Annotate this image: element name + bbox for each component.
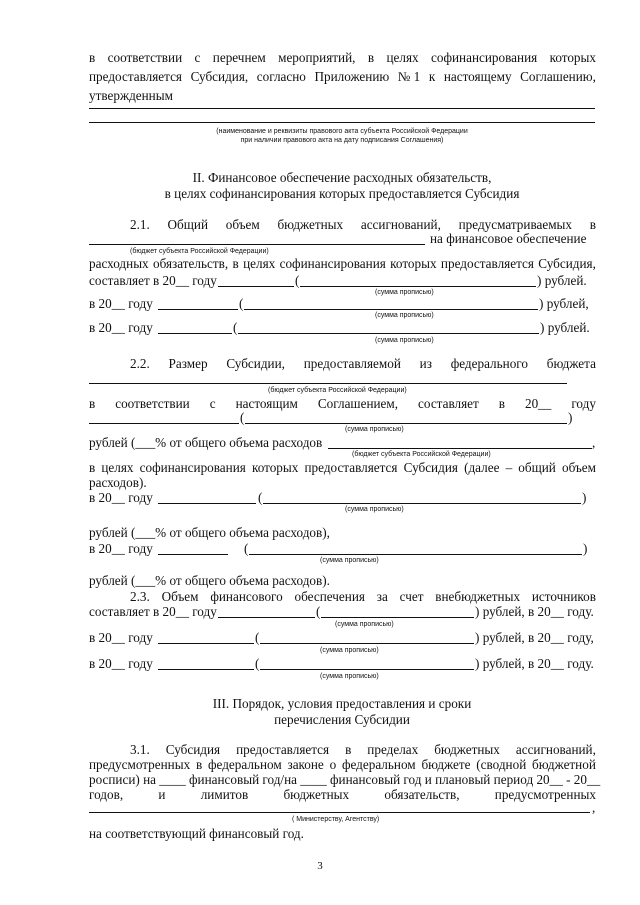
close-paren: ) <box>582 490 587 505</box>
clause-2-2-row-1-tail: рублей (___% от общего объема расходов), <box>89 525 330 540</box>
word: в <box>498 396 505 411</box>
clause-2-1-line-4-close: ) рублей. <box>537 273 587 288</box>
word: Общий <box>167 217 209 232</box>
budget-caption: (бюджет субъекта Российской Федерации) <box>130 248 269 255</box>
section-3-heading-1: III. Порядок, условия предоставления и сроки <box>212 696 472 711</box>
word: предусматриваемых <box>458 217 573 232</box>
legal-act-caption-2: при наличии правового акта на дату подписания Соглашения) <box>240 137 444 144</box>
word: целях <box>243 256 276 271</box>
word: 3.1. <box>130 742 150 757</box>
clause-2-1-row-3-prefix: в 20__ году <box>89 320 153 335</box>
word: бюджетных <box>283 787 350 802</box>
blank-line <box>218 286 294 287</box>
word: Субсидия, <box>190 69 249 84</box>
clause-3-1-line-3: росписи) на ____ финансовый год/на ____ финансовый год и плановый период 20__ - 20__ <box>89 772 601 787</box>
blank-line <box>158 309 238 310</box>
word: с <box>194 50 201 65</box>
word: в <box>195 757 203 772</box>
clause-2-1-line-2-tail: на финансовое обеспечение <box>430 231 587 246</box>
clause-3-1-line-4 <box>89 787 596 803</box>
word: Соглашением, <box>317 396 399 411</box>
word: предоставляется <box>89 69 182 84</box>
blank-line <box>321 617 474 618</box>
legal-act-caption-1: (наименование и реквизиты правового акта субъекта Российской Федерации <box>216 128 468 135</box>
word: предоставляется <box>304 460 398 475</box>
blank-line <box>238 333 539 334</box>
sum-caption: (сумма прописью) <box>345 426 404 433</box>
word: предоставляемой <box>303 356 401 371</box>
word: расходных <box>89 256 149 271</box>
blank-line <box>300 286 536 287</box>
word: № 1 <box>397 69 421 84</box>
word: согласно <box>256 69 306 84</box>
blank-line <box>89 812 590 813</box>
clause-2-3-row-2-close: ) рублей, в 20__ году, <box>475 630 594 645</box>
word: (далее <box>464 460 500 475</box>
sum-caption: (сумма прописью) <box>335 621 394 628</box>
word: софинансирования <box>279 256 386 271</box>
open-paren: ( <box>316 604 321 619</box>
word: счет <box>399 589 424 604</box>
word: 2.2. <box>130 356 150 371</box>
word: Субсидия <box>403 460 458 475</box>
clause-2-1-row-3-close: ) рублей. <box>540 320 590 335</box>
clause-2-2-line-1 <box>130 356 596 372</box>
sum-caption: (сумма прописью) <box>320 647 379 654</box>
word: настоящему <box>443 69 512 84</box>
word: федерального <box>450 356 528 371</box>
word: объем <box>225 217 260 232</box>
word: 2.1. <box>130 217 150 232</box>
word: в <box>89 50 96 65</box>
word: целях <box>101 460 134 475</box>
word: ассигнований, <box>515 742 596 757</box>
word: финансового <box>210 589 283 604</box>
clause-2-2-row-2-tail: рублей (___% от общего объема расходов). <box>89 573 330 588</box>
word: софинансирования <box>431 50 538 65</box>
clause-2-1-line-4-prefix: составляет в 20__ году <box>89 273 217 288</box>
word: бюджета <box>546 356 596 371</box>
word: из <box>419 356 432 371</box>
word: – <box>505 460 513 475</box>
blank-line <box>89 108 595 109</box>
clause-3-1-line-6: на соответствующий финансовый год. <box>89 826 304 841</box>
word: в <box>589 217 596 232</box>
blank-line <box>89 122 595 123</box>
clause-2-3-row-2-prefix: в 20__ году <box>89 630 153 645</box>
blank-line <box>158 503 256 504</box>
clause-2-1-row-2-prefix: в 20__ году <box>89 296 153 311</box>
word: предусмотренных <box>494 787 596 802</box>
sum-caption: (сумма прописью) <box>375 337 434 344</box>
open-paren: ( <box>240 410 245 425</box>
word: бюджетных <box>277 217 344 232</box>
word: году <box>571 396 596 411</box>
blank-line <box>158 643 254 644</box>
word: Соглашению, <box>520 69 596 84</box>
clause-2-3-row-3-prefix: в 20__ году <box>89 656 153 671</box>
blank-line <box>260 669 474 670</box>
word: законе <box>287 757 324 772</box>
intro-line-2 <box>89 69 596 85</box>
clause-2-2-line-6: расходов). <box>89 475 147 490</box>
word: к <box>428 69 436 84</box>
blank-line <box>158 554 228 555</box>
word: софинансирования <box>139 460 246 475</box>
section-2-heading-2: в целях софинансирования которых предоставляется Субсидия <box>164 186 520 201</box>
word: федеральном <box>341 757 416 772</box>
open-paren: ( <box>255 656 260 671</box>
budget-caption: (бюджет субъекта Российской Федерации) <box>268 387 407 394</box>
clause-2-2-line-4-prefix: рублей (___% от общего объема расходов <box>89 435 323 450</box>
open-paren: ( <box>244 541 249 556</box>
blank-line <box>158 333 232 334</box>
word: с <box>209 396 216 411</box>
open-paren: ( <box>258 490 263 505</box>
clause-2-3-row-3-close: ) рублей, в 20__ году. <box>475 656 594 671</box>
word: 20__ <box>524 396 552 411</box>
word: (сводной <box>476 757 527 772</box>
blank-line <box>260 643 474 644</box>
word: составляет <box>418 396 479 411</box>
clause-2-1-line-3 <box>89 256 596 272</box>
word: Размер <box>168 356 208 371</box>
word: предоставляется <box>236 742 330 757</box>
word: которых <box>549 50 596 65</box>
word: в <box>367 50 375 65</box>
clause-2-2-line-5 <box>89 460 596 476</box>
word: перечнем <box>212 50 266 65</box>
blank-line <box>245 423 567 424</box>
open-paren: ( <box>233 320 238 335</box>
intro-line-3: утвержденным <box>89 88 173 103</box>
word: в <box>89 396 96 411</box>
word: бюджетной <box>532 757 596 772</box>
blank-line <box>263 503 581 504</box>
word: в <box>232 256 239 271</box>
clause-2-3-line-1 <box>130 589 596 605</box>
word: соответствии <box>107 50 183 65</box>
word: Субсидия, <box>538 256 596 271</box>
clause-2-3-line-2-prefix: составляет в 20__ году <box>89 604 217 619</box>
word: о <box>329 757 337 772</box>
section-3-heading-2: перечисления Субсидии <box>274 712 410 727</box>
word: соответствии <box>115 396 190 411</box>
clause-2-2-row-1-prefix: в 20__ году <box>89 490 153 505</box>
word: в <box>345 742 352 757</box>
word: федеральном <box>208 757 282 772</box>
open-paren: ( <box>295 273 300 288</box>
sum-caption: (сумма прописью) <box>375 289 434 296</box>
word: и <box>158 787 166 802</box>
word: пределах <box>367 742 419 757</box>
blank-line <box>218 617 315 618</box>
word: обязательств, <box>384 787 460 802</box>
word: Объем <box>161 589 199 604</box>
blank-line <box>244 309 538 310</box>
blank-line <box>249 554 582 555</box>
blank-line <box>89 244 425 245</box>
clause-3-1-line-1 <box>130 742 596 758</box>
word: Субсидия <box>165 742 221 757</box>
blank-line <box>89 423 239 424</box>
word: бюджетных <box>434 742 500 757</box>
ministry-caption: ( Министерству, Агентству) <box>292 816 380 823</box>
word: в <box>89 460 96 475</box>
word: годов, <box>89 787 124 802</box>
word: внебюджетных <box>435 589 521 604</box>
word: мероприятий, <box>278 50 356 65</box>
word: настоящим <box>235 396 298 411</box>
word: целях <box>386 50 419 65</box>
blank-line <box>328 448 592 449</box>
word: Приложению <box>314 69 390 84</box>
word: бюджете <box>421 757 471 772</box>
close-paren: ) <box>568 410 573 425</box>
word: общий <box>518 460 556 475</box>
section-2-heading-1: II. Финансовое обеспечение расходных обязательств, <box>192 170 492 185</box>
word: обязательств, <box>153 256 229 271</box>
word: предоставляется <box>440 256 534 271</box>
open-paren: ( <box>239 296 244 311</box>
blank-line <box>158 669 254 670</box>
word: которых <box>390 256 437 271</box>
clause-2-2-line-3 <box>89 396 596 412</box>
clause-2-1-row-2-close: ) рублей, <box>539 296 589 311</box>
budget-caption: (бюджет субъекта Российской Федерации) <box>352 451 491 458</box>
clause-2-3-line-2-close: ) рублей, в 20__ году. <box>475 604 594 619</box>
word: источников <box>531 589 596 604</box>
page-number: 3 <box>317 860 323 872</box>
word: за <box>376 589 388 604</box>
word: ассигнований, <box>360 217 441 232</box>
word: лимитов <box>200 787 249 802</box>
clause-2-2-row-2-prefix: в 20__ году <box>89 541 153 556</box>
sum-caption: (сумма прописью) <box>320 673 379 680</box>
word: Субсидии, <box>226 356 285 371</box>
word: обеспечения <box>294 589 365 604</box>
comma: , <box>592 800 596 815</box>
word: 2.3. <box>130 589 150 604</box>
comma: , <box>592 435 596 450</box>
sum-caption: (сумма прописью) <box>375 312 434 319</box>
blank-line <box>89 383 567 384</box>
clause-3-1-line-2 <box>89 757 596 773</box>
word: объем <box>561 460 596 475</box>
open-paren: ( <box>255 630 260 645</box>
close-paren: ) <box>583 541 588 556</box>
word: которых <box>251 460 299 475</box>
sum-caption: (сумма прописью) <box>320 557 379 564</box>
sum-caption: (сумма прописью) <box>345 506 404 513</box>
word: предусмотренных <box>89 757 191 772</box>
intro-line-1 <box>89 50 596 66</box>
